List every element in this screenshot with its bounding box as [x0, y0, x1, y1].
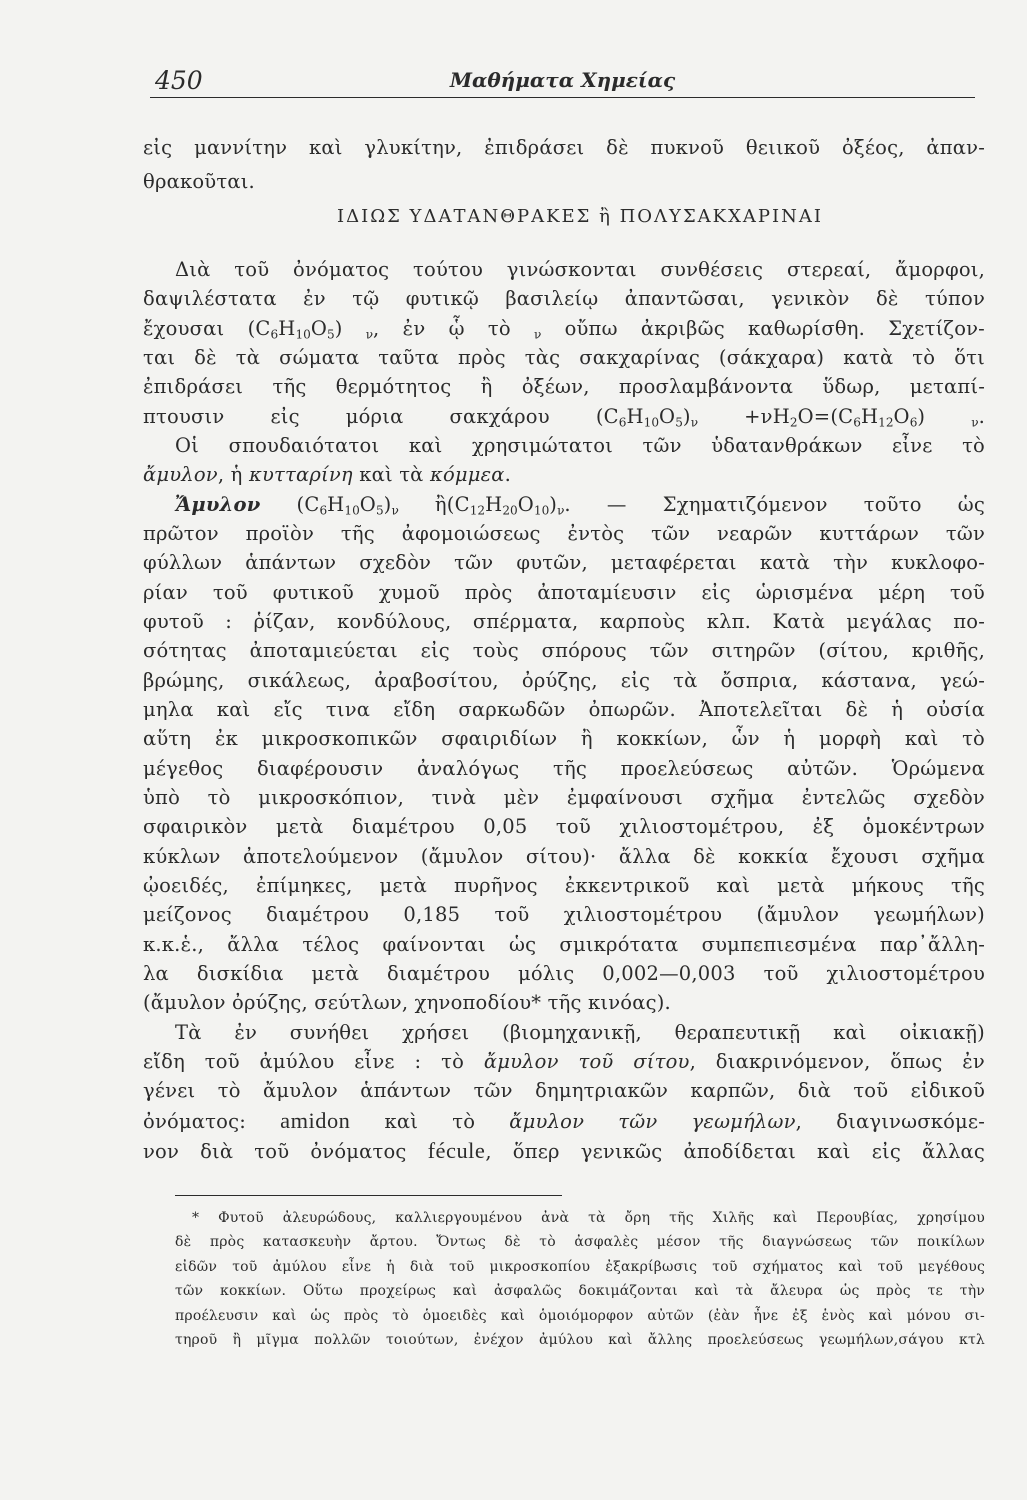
subscript: 2	[789, 415, 798, 430]
subscript: 12	[469, 503, 486, 518]
paragraph	[143, 490, 985, 1018]
text-run: Διὰ τοῦ ὀνόματος τούτου γινώσκονται συνθέσεις στερεαί, ἄμορφοι,	[175, 258, 985, 281]
text-run: θρακοῦται.	[143, 170, 255, 193]
paragraph	[143, 255, 985, 431]
text-run: καὶ τὸ	[350, 1109, 510, 1133]
page-number: 450	[155, 66, 203, 95]
text-run: Οἱ σπουδαιότατοι καὶ χρησιμώτατοι τῶν ὑδατανθράκων εἶνε τὸ	[175, 433, 985, 457]
text-run: πρῶτον προϊὸν τῆς ἀφομοιώσεως ἐντὸς τῶν νεαρῶν κυττάρων τῶν	[143, 521, 985, 545]
text-line	[143, 812, 985, 841]
text-run: O	[893, 404, 910, 428]
subscript: 10	[344, 503, 360, 518]
text-run: ᾠοειδές, ἐπίμηκες, μετὰ πυρῆνος ἐκκεντρικοῦ καὶ μετὰ μήκους τῆς	[143, 873, 985, 897]
text-run: O=(C	[797, 404, 854, 428]
text-line	[143, 490, 985, 519]
text-run: μηλα καὶ εἴς τινα εἴδη σαρκωδῶν ὀπωρῶν. Ἀποτελεῖται δὲ ἡ οὐσία	[143, 697, 985, 721]
footnote-line: τηροῦ ἢ μῖγμα πολλῶν τοιούτων, ἐνέχον ἀμύλου καὶ ἄλλης προελεύσεως γεωμήλων,σάγου κτλ	[175, 1332, 985, 1349]
text-run: αὕτη ἐκ μικροσκοπικῶν σφαιριδίων ἢ κοκκίων, ὧν ἡ μορφὴ καὶ τὸ	[143, 727, 985, 751]
text-run: βρώμης, σικάλεως, ἀραβοσίτου, ὀρύζης, εἰς τὰ ὄσπρια, κάστανα, γεώ-	[143, 668, 985, 692]
text-run: φύλλων ἁπάντων σχεδὸν τῶν φυτῶν, μεταφέρεται κατὰ τὴν κυκλοφο-	[143, 551, 985, 575]
paragraphs-container	[143, 255, 985, 1166]
paragraph	[143, 431, 985, 490]
text-run: κ.κ.ἑ., ἄλλα τέλος φαίνονται ὡς σμικρότατα συμπεπιεσμένα παρ᾽ἄλλη-	[143, 932, 985, 956]
text-line	[143, 284, 985, 313]
text-run: ἐπιδράσει τῆς θερμότητος ἢ ὀξέων, προσλαμβάνοντα ὕδωρ, μεταπί-	[143, 375, 985, 399]
footnote-divider	[175, 1195, 562, 1196]
footnote-line: προέλευσιν καὶ ὡς πρὸς τὸ ὁμοειδὲς καὶ ὁμοιόμορφον αὐτῶν (ἐὰν ἦνε ἐξ ἑνὸς καὶ μόνου σι-	[175, 1307, 985, 1324]
paragraph	[143, 131, 985, 199]
subscript: 10	[533, 503, 550, 518]
latin-term: fécule	[427, 1137, 486, 1163]
text-run: (C	[260, 492, 320, 516]
text-run: σφαιρικὸν μετὰ διαμέτρου 0,05 τοῦ χιλιοστομέτρου, ἐξ ὁμοκέντρων	[143, 815, 985, 839]
text-line	[143, 1106, 985, 1136]
text-run: O	[659, 404, 676, 428]
text-run: O	[310, 316, 327, 340]
text-run: καὶ τὰ	[352, 463, 430, 487]
italic-text: ἄμυλον	[143, 463, 218, 487]
text-run: νον διὰ τοῦ ὀνόματος	[143, 1139, 428, 1163]
text-run: φυτοῦ : ῥίζαν, κονδύλους, σπέρματα, καρποὺς κλπ. Κατὰ μεγάλας πο-	[143, 609, 985, 633]
text-line	[143, 460, 985, 489]
text-run: +νH	[698, 404, 790, 428]
text-run: κύκλων ἀποτελούμενον (ἄμυλον σίτου)· ἄλλα δὲ κοκκία ἔχουσι σχῆμα	[143, 844, 985, 868]
text-run: H	[327, 492, 345, 516]
text-line	[143, 724, 985, 753]
text-run: λα δισκίδια μετὰ διαμέτρου μόλις 0,002—0,003 τοῦ χιλιοστομέτρου	[143, 961, 985, 985]
text-run: εἰς μαννίτην καὶ γλυκίτην, ἐπιδράσει δὲ πυκνοῦ θειικοῦ ὀξέος, ἀπαν-	[143, 136, 985, 159]
footnote	[175, 1206, 985, 1352]
text-run: , διακρινόμενον, ὅπως ἐν	[689, 1049, 985, 1073]
text-run: γένει τὸ ἄμυλον ἁπάντων τῶν δημητριακῶν καρπῶν, διὰ τοῦ εἰδικοῦ	[143, 1079, 985, 1103]
text-line	[143, 131, 985, 165]
text-run: ὀνόματος:	[143, 1109, 281, 1133]
text-run: O	[517, 492, 534, 516]
text-line	[143, 314, 985, 343]
text-line	[143, 636, 985, 665]
text-run: οὔπω ἀκριβῶς καθωρίσθη. Σχετίζον-	[541, 316, 985, 340]
subscript: 6	[618, 415, 627, 430]
text-line	[143, 1136, 985, 1166]
subscript: ν	[690, 415, 699, 430]
text-line	[143, 343, 985, 372]
text-line	[143, 431, 985, 460]
text-line	[143, 165, 985, 199]
subscript: ν	[391, 503, 399, 518]
text-run: H	[860, 404, 879, 428]
text-line	[143, 255, 985, 284]
text-line	[143, 959, 985, 988]
text-run: , ὅπερ γενικῶς ἀποδίδεται καὶ εἰς ἄλλας	[485, 1139, 985, 1163]
text-run: μείζονος διαμέτρου 0,185 τοῦ χιλιοστομέτρου (ἄμυλον γεωμήλων)	[143, 903, 985, 927]
subscript: 10	[643, 415, 660, 430]
text-line	[143, 842, 985, 871]
text-line	[143, 988, 985, 1017]
text-line	[143, 930, 985, 959]
text-line	[143, 1047, 985, 1076]
text-run: H	[278, 316, 296, 340]
text-line	[143, 666, 985, 695]
subscript: 5	[675, 415, 683, 430]
text-run: )	[549, 492, 558, 516]
text-line	[143, 695, 985, 724]
text-run: , διαγινωσκόμε-	[795, 1109, 985, 1133]
text-run: .	[504, 463, 512, 487]
text-run: πτουσιν εἰς μόρια σακχάρου (C	[143, 404, 619, 428]
text-run: )	[917, 404, 972, 428]
text-line	[143, 871, 985, 900]
text-run: .	[978, 404, 985, 428]
paragraph	[143, 1018, 985, 1167]
running-title: Μαθήματα Χημείας	[449, 68, 676, 92]
text-line	[143, 754, 985, 783]
italic-text: κυτταρίνη	[248, 463, 353, 487]
text-line	[143, 607, 985, 636]
text-run: μέγεθος διαφέρουσιν ἀναλόγως τῆς προελεύσεως αὐτῶν. Ὁρώμενα	[143, 756, 985, 780]
body-text	[143, 131, 985, 1166]
subscript: 6	[909, 415, 918, 430]
subscript: ν	[971, 415, 979, 430]
subscript: 6	[853, 415, 861, 430]
text-run: σότητας ἀποταμιεύεται εἰς τοὺς σπόρους τῶν σιτηρῶν (σίτου, κριθῆς,	[143, 639, 985, 663]
text-run: )	[682, 404, 691, 428]
text-line	[143, 578, 985, 607]
text-line	[143, 402, 985, 431]
text-run: ἔχουσαι (C	[143, 316, 271, 340]
italic-text: κόμμεα	[429, 463, 505, 487]
subscript: 6	[270, 327, 279, 342]
text-line	[143, 1076, 985, 1105]
text-run: )	[334, 316, 366, 340]
text-run: (ἄμυλον ὀρύζης, σεύτλων, χηνοποδίου* τῆς κινόας).	[143, 991, 671, 1015]
text-line	[143, 1018, 985, 1047]
subscript: ν	[365, 327, 374, 342]
footnote-line: τῶν κοκκίων. Οὕτω προχείρως καὶ ἀσφαλῶς δοκιμάζονται καὶ τὰ ἄλευρα ὡς πρὸς τε τὴν	[175, 1283, 985, 1300]
footnote-line: * Φυτοῦ ἀλευρώδους, καλλιεργουμένου ἀνὰ τὰ ὄρη τῆς Χιλῆς καὶ Περουβίας, χρησίμου	[192, 1210, 985, 1226]
subscript: 5	[327, 327, 335, 342]
latin-term: amidon	[280, 1107, 351, 1133]
lead-paragraph-container	[143, 131, 985, 199]
subscript: 10	[295, 327, 311, 342]
subscript: ν	[534, 327, 542, 342]
page-header	[150, 60, 975, 98]
text-run: H	[626, 404, 644, 428]
text-run: ὑπὸ τὸ μικροσκόπιον, τινὰ μὲν ἐμφαίνουσι σχῆμα ἐντελῶς σχεδὸν	[143, 785, 985, 809]
italic-text: ἄμυλον τοῦ σίτου	[483, 1049, 690, 1073]
italic-text: ἄμυλον τῶν γεωμήλων	[509, 1109, 796, 1133]
bold-term: Ἄμυλον	[175, 492, 261, 516]
subscript: 12	[878, 415, 894, 430]
footnote-line: εἰδῶν τοῦ ἀμύλου εἶνε ἡ διὰ τοῦ μικροσκοπίου ἐξακρίβωσις τοῦ σχήματος καὶ τοῦ μεγέθους	[175, 1258, 985, 1275]
subscript: ν	[557, 503, 565, 518]
text-run: , ἡ	[217, 463, 249, 487]
text-line	[143, 519, 985, 548]
text-run: O	[359, 492, 376, 516]
text-run: )	[383, 492, 392, 516]
text-run: , ἐν ᾧ τὸ	[373, 316, 535, 340]
text-run: . — Σχηματιζόμενον τοῦτο ὡς	[564, 492, 986, 516]
subscript: 6	[319, 503, 328, 518]
subscript: 5	[375, 503, 384, 518]
text-line	[143, 372, 985, 401]
text-run: H	[485, 492, 503, 516]
text-run: ται δὲ τὰ σώματα ταῦτα πρὸς τὰς σακχαρίνας (σάκχαρα) κατὰ τὸ ὅτι	[143, 345, 985, 369]
text-line	[143, 900, 985, 929]
text-run: εἴδη τοῦ ἀμύλου εἶνε : τὸ	[143, 1049, 484, 1073]
section-heading: ΙΔΙΩΣ ΥΔΑΤΑΝΘΡΑΚΕΣ ἢ ΠΟΛΥΣΑΚΧΑΡΙΝΑΙ	[336, 206, 824, 227]
text-run: ρίαν τοῦ φυτικοῦ χυμοῦ πρὸς ἀποταμίευσιν εἰς ὡρισμένα μέρη τοῦ	[143, 580, 985, 604]
text-run: Τὰ ἐν συνήθει χρήσει (βιομηχανικῇ, θεραπευτικῇ καὶ οἰκιακῇ)	[175, 1020, 985, 1044]
text-run: ἢ(C	[398, 492, 470, 516]
subscript: 20	[502, 503, 518, 518]
text-run: δαψιλέστατα ἐν τῷ φυτικῷ βασιλείῳ ἀπαντῶσαι, γενικὸν δὲ τύπον	[143, 287, 985, 311]
footnote-line: δὲ πρὸς κατασκευὴν ἄρτου. Ὄντως δὲ τὸ ἀσφαλὲς μέσον τῆς διαγνώσεως τῶν ποικίλων	[175, 1234, 985, 1251]
text-line	[143, 548, 985, 577]
text-line	[143, 783, 985, 812]
